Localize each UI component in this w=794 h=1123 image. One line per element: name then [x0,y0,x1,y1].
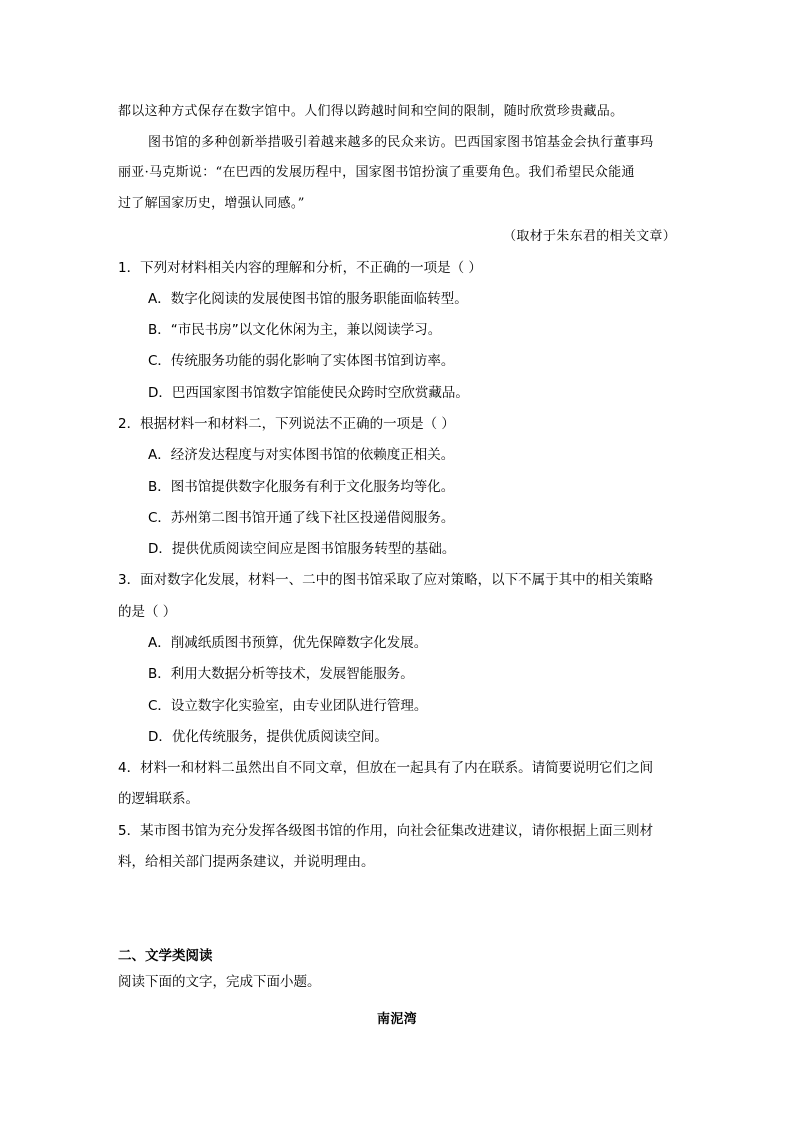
question-5-stem-line-2: 料，给相关部门提两条建议，并说明理由。 [118,854,375,870]
question-5-stem-line-1: 5．某市图书馆为充分发挥各级图书馆的作用，向社会征集改进建议，请你根据上面三则材 [118,823,654,839]
material-line-3: 丽亚·马克斯说：“在巴西的发展历程中，国家图书馆扮演了重要角色。我们希望民众能通 [118,165,635,180]
passage-title: 南泥湾 [377,1012,417,1027]
question-1-option-a: A．数字化阅读的发展使图书馆的服务职能面临转型。 [148,291,468,307]
section-2-heading: 二、文学类阅读 [118,948,213,964]
question-3-stem-line-1: 3．面对数字化发展，材料一、二中的图书馆采取了应对策略，以下不属于其中的相关策略 [118,572,654,588]
material-line-2: 图书馆的多种创新举措吸引着越来越多的民众来访。巴西国家图书馆基金会执行董事玛 [148,135,654,150]
question-2-stem: 2．根据材料一和材料二，下列说法不正确的一项是（ ） [118,416,455,432]
question-2-option-c: C．苏州第二图书馆开通了线下社区投递借阅服务。 [148,510,455,526]
question-1-option-b: B．“市民书房”以文化休闲为主，兼以阅读学习。 [148,322,442,338]
material-line-4: 过了解国家历史，增强认同感。” [118,196,305,211]
section-2-instruction: 阅读下面的文字，完成下面小题。 [118,974,321,990]
question-3-option-a: A．削减纸质图书预算，优先保障数字化发展。 [148,635,428,651]
question-1-option-c: C．传统服务功能的弱化影响了实体图书馆到访率。 [148,353,455,369]
material-source: （取材于朱东君的相关文章） [503,229,676,244]
question-4-stem-line-2: 的逻辑联系。 [118,791,199,807]
question-4-stem-line-1: 4．材料一和材料二虽然出自不同文章，但放在一起具有了内在联系。请简要说明它们之间 [118,760,654,776]
question-3-option-b: B．利用大数据分析等技术，发展智能服务。 [148,666,414,682]
question-2-option-d: D．提供优质阅读空间应是图书馆服务转型的基础。 [148,541,456,557]
question-3-stem-line-2: 的是（ ） [118,604,177,620]
question-1-option-d: D．巴西国家图书馆数字馆能使民众跨时空欣赏藏品。 [148,385,469,401]
question-2-option-a: A．经济发达程度与对实体图书馆的依赖度正相关。 [148,447,455,463]
question-3-option-c: C．设立数字化实验室，由专业团队进行管理。 [148,698,428,714]
question-1-stem: 1．下列对材料相关内容的理解和分析，不正确的一项是（ ） [118,260,482,276]
question-2-option-b: B．图书馆提供数字化服务有利于文化服务均等化。 [148,479,455,495]
material-line-1: 都以这种方式保存在数字馆中。人们得以跨越时间和空间的限制，随时欣赏珍贵藏品。 [118,104,624,119]
question-3-option-d: D．优化传统服务，提供优质阅读空间。 [148,729,388,745]
